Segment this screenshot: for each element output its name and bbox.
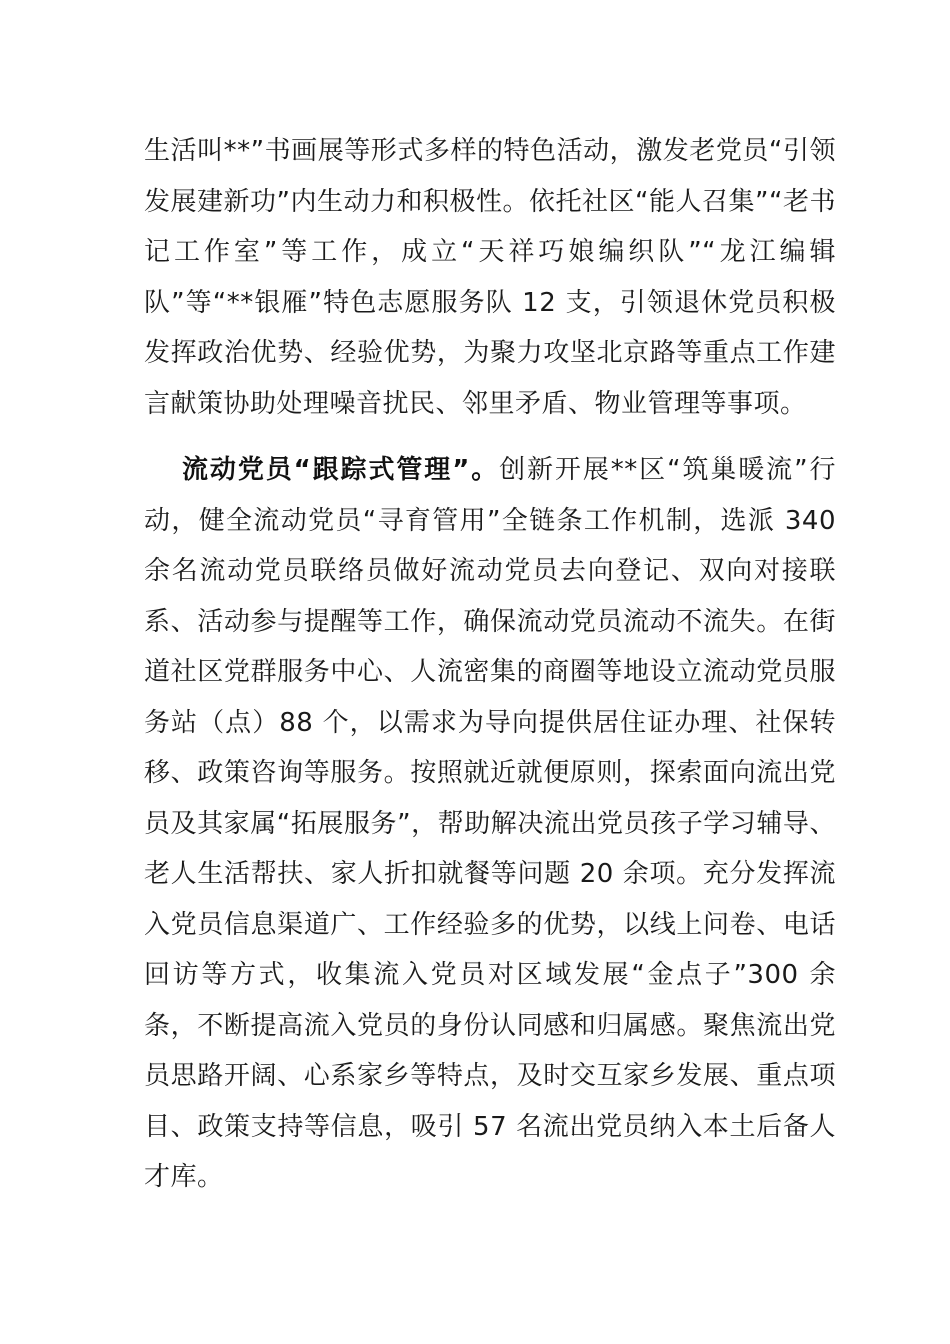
paragraph-mobile-members <box>144 445 836 1203</box>
paragraph-retired-members: 生活叫**”书画展等形式多样的特色活动，激发老党员“引领发展建新功”内生动力和积极性。依托社区“能人召集”“老书记工作室”等工作，成立“天祥巧娘编织队”“龙江编辑队”等“**银雁”特色志愿服务队 12 支，引领退休党员积极发挥政治优势、经验优势，为聚力攻坚北京路等重点工作建言献策协助处理噪音扰民、邻里矛盾、物业管理等事项。 <box>144 136 836 419</box>
document-body <box>144 126 836 1203</box>
paragraph-heading-mobile-management: 流动党员“跟踪式管理”。 <box>182 455 500 485</box>
paragraph-body-mobile-management: 创新开展**区“筑巢暖流”行动，健全流动党员“寻育管用”全链条工作机制，选派 340 余名流动党员联络员做好流动党员去向登记、双向对接联系、活动参与提醒等工作，确保流动党员流动不流失。在街道社区党群服务中心、人流密集的商圈等地设立流动党员服务站（点）88 个，以需求为导向提供居住证办理、社保转移、政策咨询等服务。按照就近就便原则，探索面向流出党员及其家属“拓展服务”，帮助解决流出党员孩子学习辅导、老人生活帮扶、家人折扣就餐等问题 20 余项。充分发挥流入党员信息渠道广、工作经验多的优势，以线上问卷、电话回访等方式，收集流入党员对区域发展“金点子”300 余条，不断提高流入党员的身份认同感和归属感。聚焦流出党员思路开阔、心系家乡等特点，及时交互家乡发展、重点项目、政策支持等信息，吸引 57 名流出党员纳入本土后备人才库。 <box>144 455 836 1192</box>
